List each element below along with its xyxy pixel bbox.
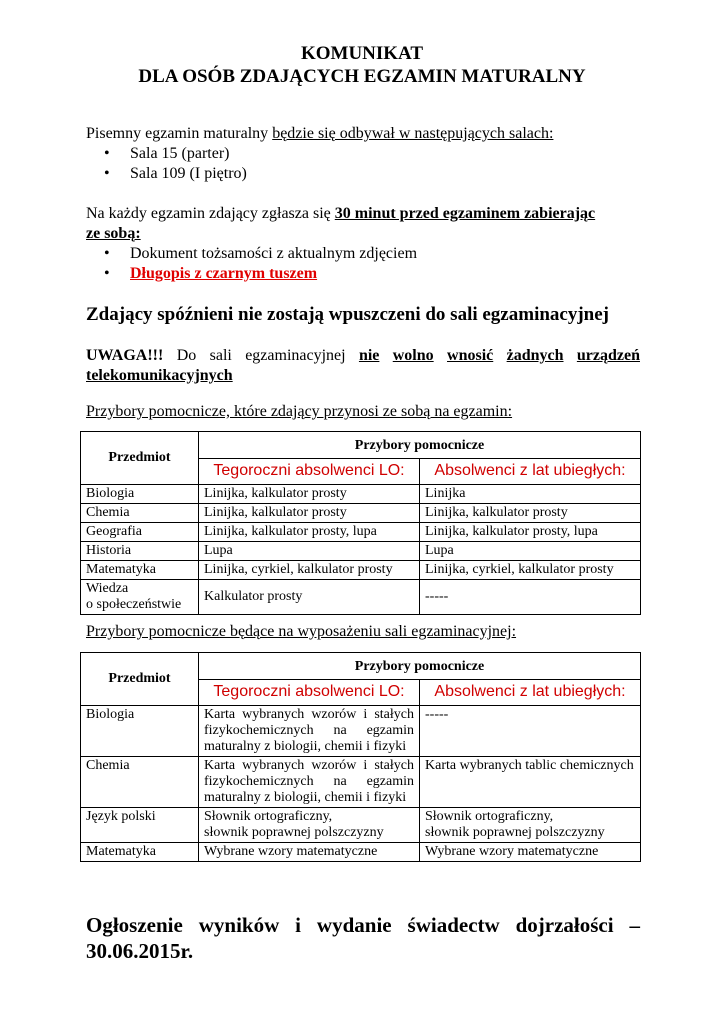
cell-current: Linijka, cyrkiel, kalkulator prosty bbox=[199, 561, 420, 580]
results-word: – bbox=[629, 913, 640, 937]
warning-word: urządzeń bbox=[576, 347, 640, 364]
cell-line: słownik poprawnej polszczyzny bbox=[204, 825, 384, 840]
warning-word: Do bbox=[176, 347, 197, 364]
cell-current bbox=[199, 808, 420, 843]
cell-subject: Język polski bbox=[81, 808, 199, 843]
cell-line: słownik poprawnej polszczyzny bbox=[425, 825, 605, 840]
header-past-graduates: Absolwenci z lat ubiegłych: bbox=[420, 680, 641, 706]
cell-past bbox=[420, 808, 641, 843]
warning-word: egzaminacyjnej bbox=[245, 347, 346, 364]
table-row bbox=[81, 808, 641, 843]
warning-word: sali bbox=[209, 347, 232, 364]
cell-past: Linijka, cyrkiel, kalkulator prosty bbox=[420, 561, 641, 580]
table-row bbox=[81, 561, 641, 580]
room-tools-table bbox=[80, 652, 641, 862]
rooms-intro-plain: Pisemny egzamin maturalny bbox=[86, 125, 273, 142]
cell-subject-line: Wiedza bbox=[86, 581, 129, 596]
warning-block bbox=[86, 346, 640, 386]
arrival-plain: Na każdy egzamin zdający zgłasza się bbox=[86, 205, 335, 222]
cell-current: Karta wybranych wzorów i stałych fizykochemicznych na egzamin maturalny z biologii, chemii i fizyki bbox=[199, 757, 420, 808]
list-item: • Sala 15 (parter) bbox=[104, 144, 247, 164]
rooms-list bbox=[104, 144, 247, 184]
arrival-bold: 30 minut przed egzaminem zabierając bbox=[334, 205, 596, 222]
table1-caption: Przybory pomocnicze, które zdający przynosi ze sobą na egzamin: bbox=[86, 403, 513, 420]
warning-word: nie bbox=[358, 347, 380, 364]
table2-caption: Przybory pomocnicze będące na wyposażeniu sali egzaminacyjnej: bbox=[86, 623, 517, 640]
cell-past: ----- bbox=[420, 706, 641, 757]
cell-subject: Chemia bbox=[81, 757, 199, 808]
cell-subject: Biologia bbox=[81, 706, 199, 757]
cell-past: Wybrane wzory matematyczne bbox=[420, 843, 641, 862]
arrival-text bbox=[86, 204, 640, 244]
cell-current: Wybrane wzory matematyczne bbox=[199, 843, 420, 862]
cell-subject: Geografia bbox=[81, 523, 199, 542]
table-row bbox=[81, 580, 641, 615]
warning-word: wolno bbox=[392, 347, 434, 364]
page-title: KOMUNIKAT bbox=[300, 43, 424, 64]
cell-subject: Matematyka bbox=[81, 561, 199, 580]
rooms-intro-underlined: będzie się odbywał w następujących salach: bbox=[272, 125, 554, 142]
table-header-row bbox=[81, 653, 641, 680]
warning-word: wnosić bbox=[447, 347, 494, 364]
cell-current: Linijka, kalkulator prosty bbox=[199, 485, 420, 504]
results-announcement bbox=[86, 912, 640, 964]
table-row bbox=[81, 706, 641, 757]
list-item: • Sala 109 (I piętro) bbox=[104, 164, 247, 184]
cell-past: Lupa bbox=[420, 542, 641, 561]
late-notice: Zdający spóźnieni nie zostają wpuszczeni do sali egzaminacyjnej bbox=[86, 304, 610, 325]
table-header-row bbox=[81, 432, 641, 459]
own-tools-table bbox=[80, 431, 641, 615]
cell-line: Słownik ortograficzny, bbox=[204, 809, 333, 824]
table-row bbox=[81, 523, 641, 542]
cell-past: Linijka, kalkulator prosty bbox=[420, 504, 641, 523]
page-subtitle: DLA OSÓB ZDAJĄCYCH EGZAMIN MATURALNY bbox=[138, 66, 586, 87]
header-subject: Przedmiot bbox=[81, 432, 199, 485]
cell-current: Linijka, kalkulator prosty, lupa bbox=[199, 523, 420, 542]
cell-subject bbox=[81, 580, 199, 615]
pen-requirement: Długopis z czarnym tuszem bbox=[130, 265, 318, 282]
results-word: Ogłoszenie bbox=[86, 913, 183, 937]
table-row bbox=[81, 542, 641, 561]
cell-current: Lupa bbox=[199, 542, 420, 561]
cell-current: Kalkulator prosty bbox=[199, 580, 420, 615]
results-word: świadectw bbox=[407, 913, 500, 937]
cell-current: Linijka, kalkulator prosty bbox=[199, 504, 420, 523]
table-row bbox=[81, 485, 641, 504]
results-date: 30.06.2015r. bbox=[86, 939, 194, 963]
cell-past: Karta wybranych tablic chemicznych bbox=[420, 757, 641, 808]
arrival-list bbox=[104, 244, 417, 284]
results-word: wydanie bbox=[316, 913, 392, 937]
header-tools: Przybory pomocnicze bbox=[199, 432, 641, 459]
header-current-graduates: Tegoroczni absolwenci LO: bbox=[199, 459, 420, 485]
warning-word: żadnych bbox=[506, 347, 564, 364]
warning-label: UWAGA!!! bbox=[86, 347, 164, 364]
header-tools: Przybory pomocnicze bbox=[199, 653, 641, 680]
cell-past: Linijka, kalkulator prosty, lupa bbox=[420, 523, 641, 542]
header-past-graduates: Absolwenci z lat ubiegłych: bbox=[420, 459, 641, 485]
warning-line2: telekomunikacyjnych bbox=[86, 367, 233, 384]
cell-current: Karta wybranych wzorów i stałych fizykochemicznych na egzamin maturalny z biologii, chemii i fizyki bbox=[199, 706, 420, 757]
header-current-graduates: Tegoroczni absolwenci LO: bbox=[199, 680, 420, 706]
cell-past: Linijka bbox=[420, 485, 641, 504]
results-word: wyników bbox=[198, 913, 280, 937]
list-item-red bbox=[104, 264, 417, 284]
table-row bbox=[81, 757, 641, 808]
cell-subject: Biologia bbox=[81, 485, 199, 504]
arrival-bold-line2: ze sobą: bbox=[86, 225, 141, 242]
list-item: • Dokument tożsamości z aktualnym zdjęciem bbox=[104, 244, 417, 264]
cell-past: ----- bbox=[420, 580, 641, 615]
cell-subject: Historia bbox=[81, 542, 199, 561]
cell-line: Słownik ortograficzny, bbox=[425, 809, 554, 824]
results-word: dojrzałości bbox=[515, 913, 614, 937]
results-word: i bbox=[295, 913, 302, 937]
header-subject: Przedmiot bbox=[81, 653, 199, 706]
cell-subject-line: o społeczeństwie bbox=[86, 597, 182, 612]
table-row bbox=[81, 843, 641, 862]
cell-subject: Matematyka bbox=[81, 843, 199, 862]
cell-subject: Chemia bbox=[81, 504, 199, 523]
table-row bbox=[81, 504, 641, 523]
rooms-intro bbox=[86, 124, 553, 144]
